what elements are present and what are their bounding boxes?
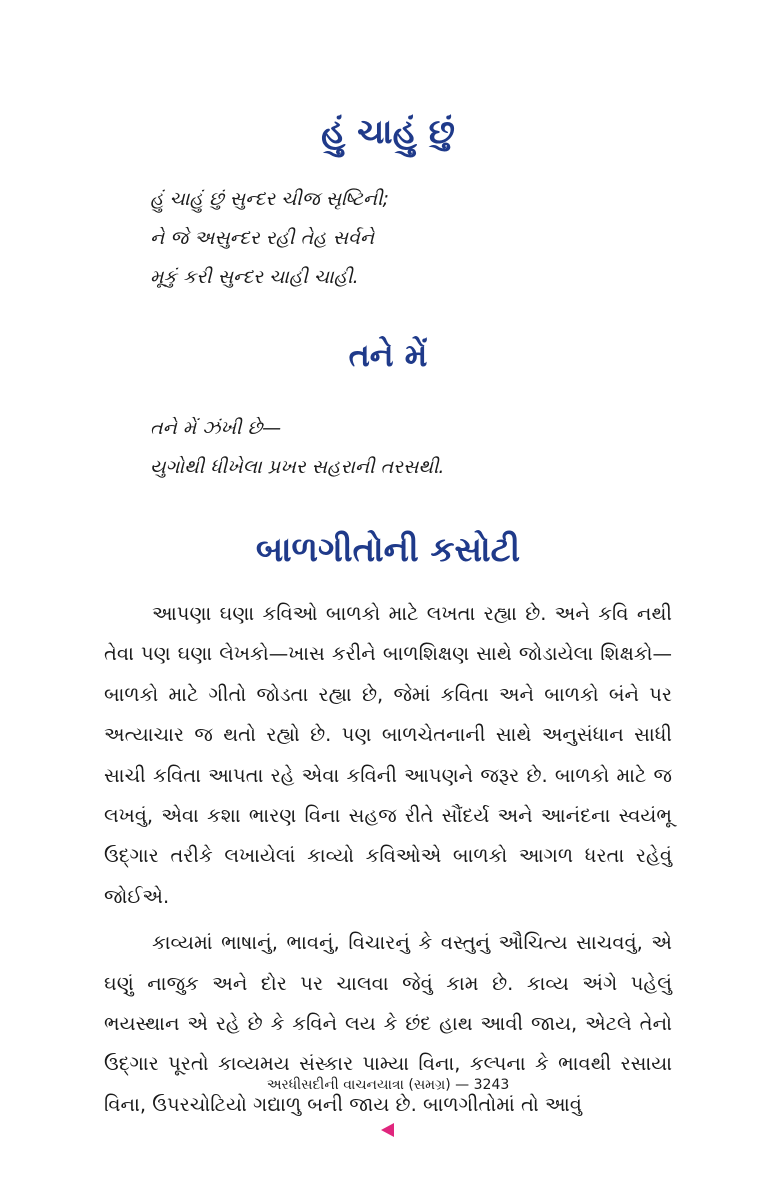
poem-title-tane-mein: તને મેં [348,336,428,374]
poem-line: હું ચાહું છું સુન્દર ચીજ સૃષ્ટિની; [150,188,389,210]
essay-body [104,594,672,1125]
essay-title-balgeeton-ni-kasoti: બાળગીતોની કસોટી [255,530,521,570]
poem-line: ને જે અસુન્દર રહી તેહ સર્વને [150,227,374,249]
poem-line: મૂકું કરી સુન્દર ચાહી ચાહી. [150,266,359,288]
essay-paragraph: કાવ્યમાં ભાષાનું, ભાવનું, વિચારનું કે વસ્તુનું ઔચિત્ય સાચવવું, એ ઘણું નાજુક અને દોર પર ચાલવા જેવું કામ છે. કાવ્ય અંગે પહેલું ભયસ્થાન એ રહે છે કે કવિને લય કે છંદ હાથ આવી જાય, એટલે તેનો ઉદ્ગાર પૂરતો કાવ્યમય સંસ્કાર પામ્યા વિના, કલ્પના કે ભાવથી રસાયા વિના, ઉપરચોટિયો ગદ્યાળુ બની જાય છે. બાળગીતોમાં તો આવું [104,931,672,1116]
triangle-left-icon[interactable] [381,1123,394,1137]
poem-title-hun-chahun-chhun: હું ચાહું છું [321,112,455,152]
poem-tane-mein [150,409,444,487]
poem-line: યુગોથી ધીખેલા પ્રખર સહરાની તરસથી. [150,456,445,478]
poem-line: તને મેં ઝંખી છે— [150,417,282,439]
page-footer: અરધીસદીની વાચનયાત્રા (સમગ્ર) — 3243 [266,1077,510,1093]
essay-paragraph: આપણા ઘણા કવિઓ બાળકો માટે લખતા રહ્યા છે. અને કવિ નથી તેવા પણ ઘણા લેખકો—ખાસ કરીને બાળશિક્ષણ સાથે જોડાયેલા શિક્ષકો—બાળકો માટે ગીતો જોડતા રહ્યા છે, જેમાં કવિતા અને બાળકો બંને પર અત્યાચાર જ થતો રહ્યો છે. પણ બાળચેતનાની સાથે અનુસંધાન સાધી સાચી કવિતા આપતા રહે એવા કવિની આપણને જરૂર છે. બાળકો માટે જ લખવું, એવા કશા ભારણ વિના સહજ રીતે સૌંદર્ય અને આનંદના સ્વયંભૂ ઉદ્ગાર તરીકે લખાયેલાં કાવ્યો કવિઓએ બાળકો આગળ ધરતા રહેવું જોઈએ. [104,602,672,908]
poem-hun-chahun-chhun [150,180,389,297]
